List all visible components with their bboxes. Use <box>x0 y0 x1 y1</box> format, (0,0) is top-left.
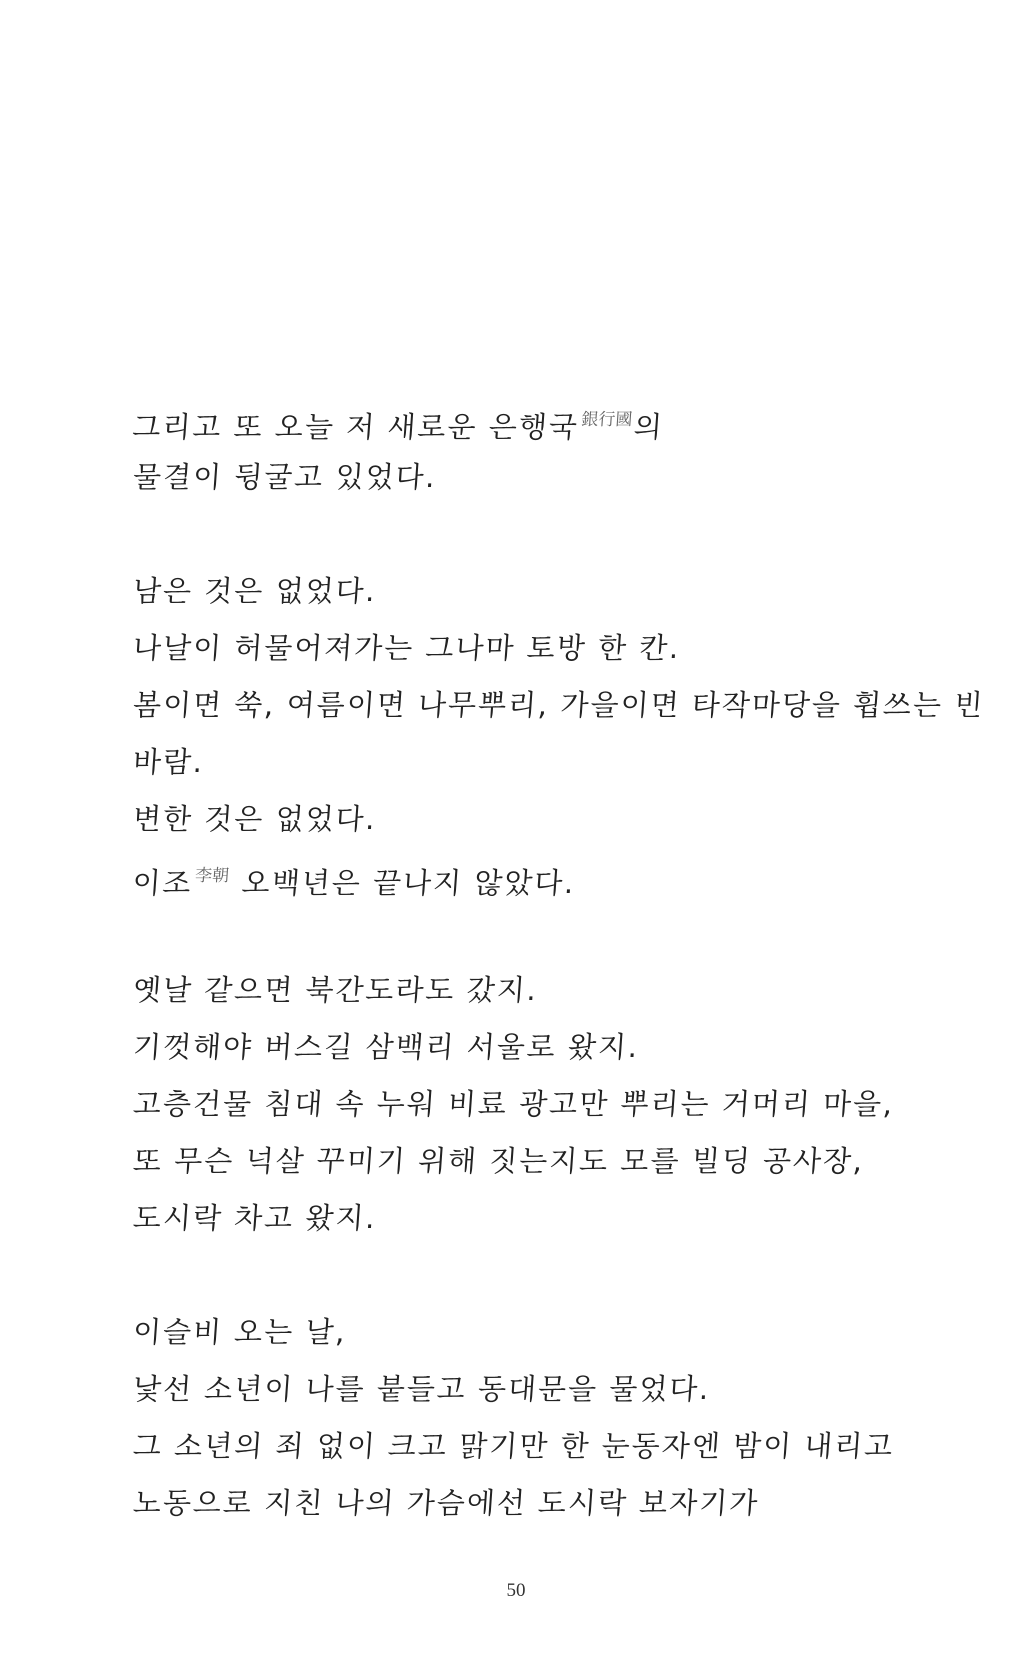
poem-line <box>131 1304 955 1361</box>
poem-line <box>131 677 986 734</box>
poem-line <box>131 791 955 848</box>
stanza-break <box>133 506 953 563</box>
poem-line <box>131 1133 955 1190</box>
line-text: 또 무슨 넉살 꾸미기 위해 짓는지도 모를 빌딩 공사장, <box>131 1144 866 1178</box>
poem-line <box>131 1361 955 1418</box>
poem-line <box>131 449 955 506</box>
line-text: 나날이 허물어져가는 그나마 토방 한 칸. <box>131 631 682 665</box>
line-text-cont: 의 <box>632 410 666 444</box>
line-text: 남은 것은 없었다. <box>131 574 378 608</box>
hanja-annotation: 李朝 <box>194 866 230 886</box>
line-text: 이슬비 오는 날, <box>131 1315 348 1349</box>
poem-body <box>131 392 986 1532</box>
poem-line <box>131 1019 955 1076</box>
line-text: 그리고 또 오늘 저 새로운 은행국 <box>131 410 581 444</box>
stanza-break <box>133 905 953 962</box>
line-text: 도시락 차고 왔지. <box>131 1201 378 1235</box>
line-text: 그 소년의 죄 없이 크고 맑기만 한 눈동자엔 밤이 내리고 <box>131 1429 896 1463</box>
page-number: 50 <box>506 1580 526 1601</box>
poem-line <box>131 734 955 791</box>
line-text: 옛날 같으면 북간도라도 갔지. <box>131 973 540 1007</box>
line-text: 기껏해야 버스길 삼백리 서울로 왔지. <box>131 1030 641 1064</box>
poem-line <box>131 1475 955 1532</box>
poem-line <box>131 563 955 620</box>
line-text: 봄이면 쑥, 여름이면 나무뿌리, 가을이면 타작마당을 휩쓰는 빈 <box>131 688 986 722</box>
stanza-break <box>133 1247 953 1304</box>
poem-line <box>131 1418 955 1475</box>
line-text: 바람. <box>131 745 206 779</box>
line-text-cont: 오백년은 끝나지 않았다. <box>229 866 577 900</box>
poem-line <box>131 1190 955 1247</box>
line-text: 변한 것은 없었다. <box>131 802 378 836</box>
poem-line <box>131 848 955 905</box>
poem-line <box>131 962 955 1019</box>
line-text: 낯선 소년이 나를 붙들고 동대문을 물었다. <box>131 1372 712 1406</box>
poem-line <box>131 1076 955 1133</box>
poem-line <box>131 620 955 677</box>
line-text: 물결이 뒹굴고 있었다. <box>131 460 439 494</box>
line-text: 노동으로 지친 나의 가슴에선 도시락 보자기가 <box>131 1486 761 1520</box>
poem-line <box>131 392 955 449</box>
hanja-annotation: 銀行國 <box>580 410 634 430</box>
line-text: 이조 <box>131 866 194 900</box>
line-text: 고층건물 침대 속 누워 비료 광고만 뿌리는 거머리 마을, <box>131 1087 896 1121</box>
